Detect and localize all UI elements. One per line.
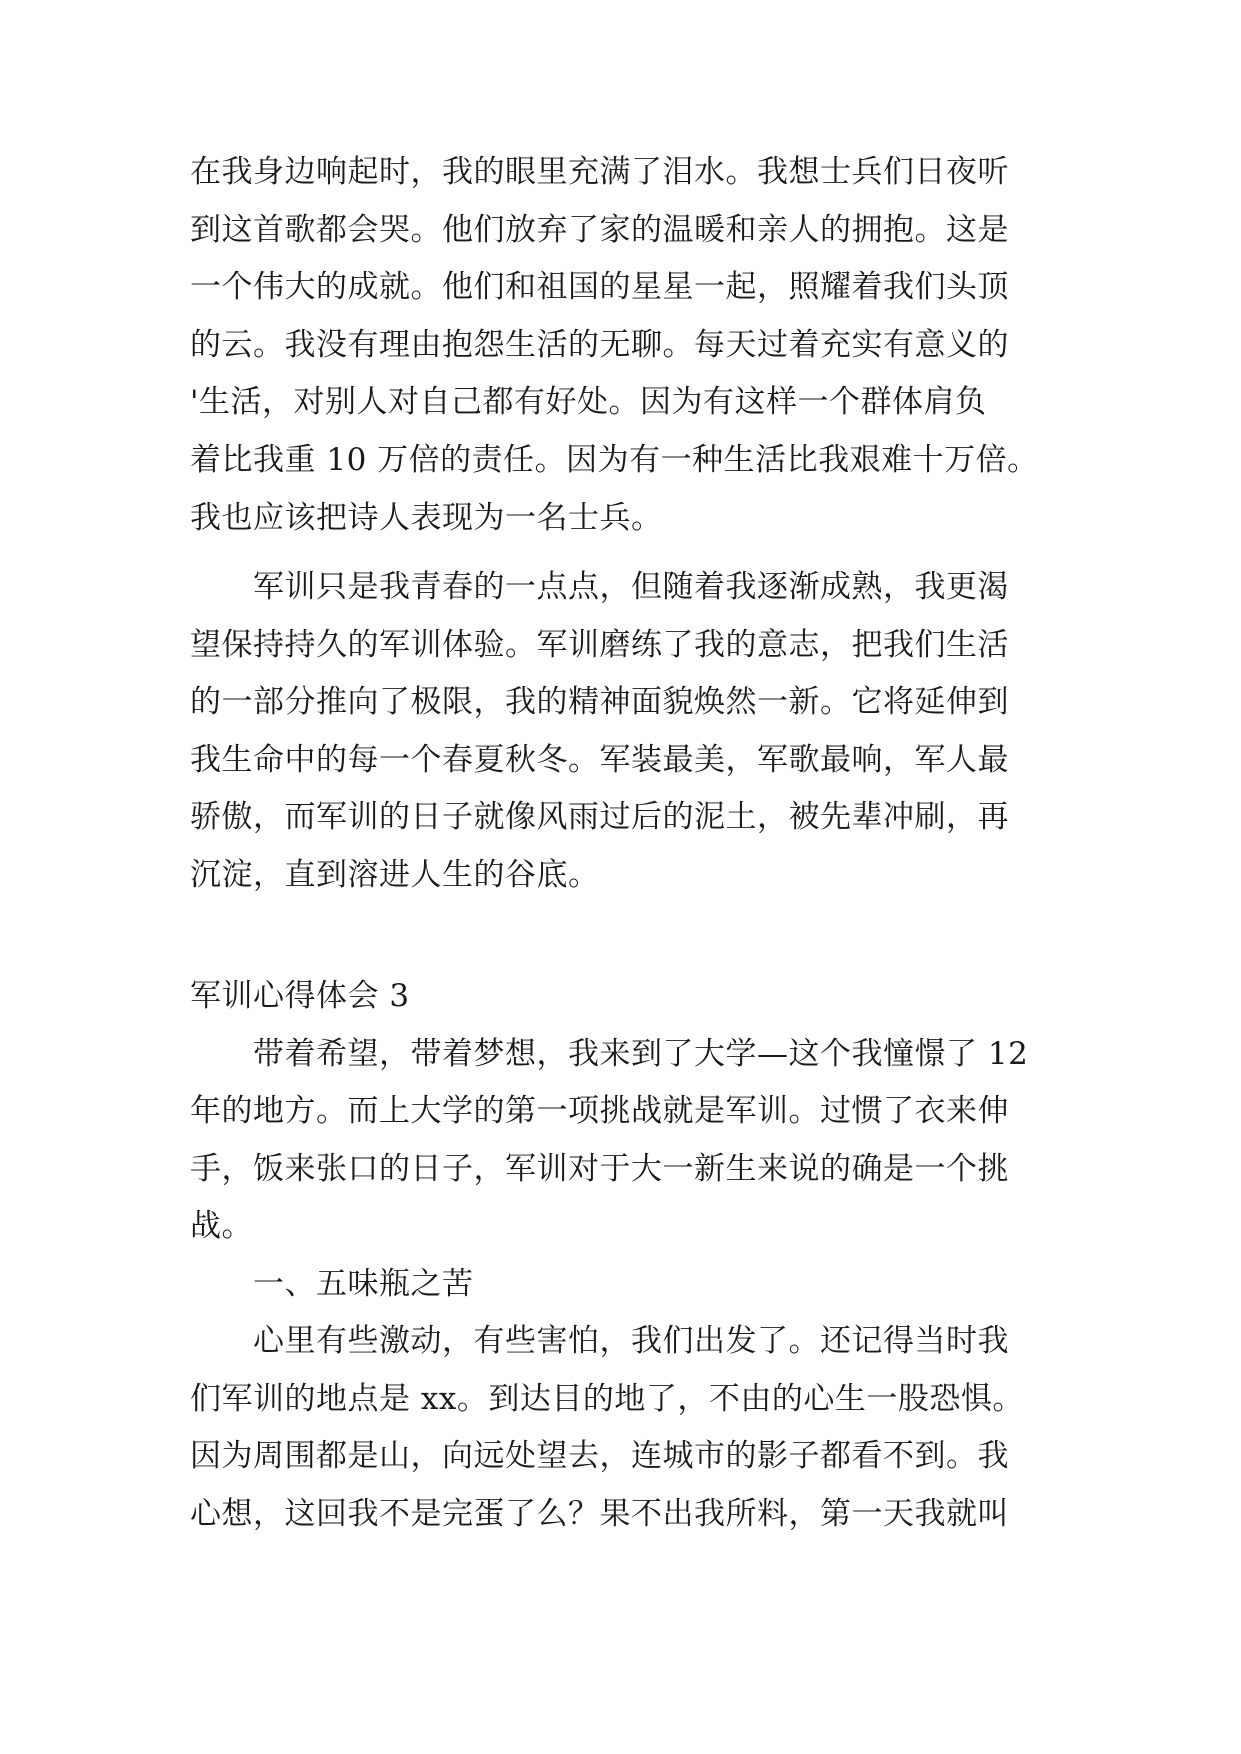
subsection-heading: 一、五味瓶之苦 xyxy=(253,1266,474,1302)
paragraph-line: 带着希望，带着梦想，我来到了大学—这个我憧憬了 12 xyxy=(253,1036,1029,1072)
paragraph-line: 骄傲，而军训的日子就像风雨过后的泥土，被先辈冲刷，再 xyxy=(190,799,1009,835)
paragraph-line: 我生命中的每一个春夏秋冬。军装最美，军歌最响，军人最 xyxy=(190,742,1009,778)
paragraph-line: 到这首歌都会哭。他们放弃了家的温暖和亲人的拥抱。这是 xyxy=(190,212,1009,248)
section-heading: 军训心得体会 3 xyxy=(190,978,410,1014)
paragraph-line: 沉淀，直到溶进人生的谷底。 xyxy=(190,857,600,893)
paragraph-line: 望保持持久的军训体验。军训磨练了我的意志，把我们生活 xyxy=(190,627,1009,663)
paragraph-line: 因为周围都是山，向远处望去，连城市的影子都看不到。我 xyxy=(190,1438,1009,1474)
paragraph-line: 手，饭来张口的日子，军训对于大一新生来说的确是一个挑 xyxy=(190,1151,1009,1187)
paragraph-line: 着比我重 10 万倍的责任。因为有一种生活比我艰难十万倍。 xyxy=(190,442,1039,478)
paragraph-line: 的一部分推向了极限，我的精神面貌焕然一新。它将延伸到 xyxy=(190,684,1009,720)
paragraph-line: 战。 xyxy=(190,1208,253,1244)
paragraph-line: 我也应该把诗人表现为一名士兵。 xyxy=(190,500,663,536)
paragraph-line: 一个伟大的成就。他们和祖国的星星一起，照耀着我们头顶 xyxy=(190,269,1009,305)
paragraph-line: 心里有些激动，有些害怕，我们出发了。还记得当时我 xyxy=(253,1323,1009,1359)
paragraph-line: 年的地方。而上大学的第一项挑战就是军训。过惯了衣来伸 xyxy=(190,1093,1009,1129)
paragraph-line: 军训只是我青春的一点点，但随着我逐渐成熟，我更渴 xyxy=(253,569,1009,605)
paragraph-line: 心想，这回我不是完蛋了么？果不出我所料，第一天我就叫 xyxy=(190,1496,1009,1532)
paragraph-line: 们军训的地点是 xx。到达目的地了，不由的心生一股恐惧。 xyxy=(190,1381,1024,1417)
paragraph-line: 的云。我没有理由抱怨生活的无聊。每天过着充实有意义的 xyxy=(190,327,1009,363)
paragraph-line: '生活，对别人对自己都有好处。因为有这样一个群体肩负 xyxy=(190,384,987,420)
paragraph-line: 在我身边响起时，我的眼里充满了泪水。我想士兵们日夜听 xyxy=(190,154,1009,190)
